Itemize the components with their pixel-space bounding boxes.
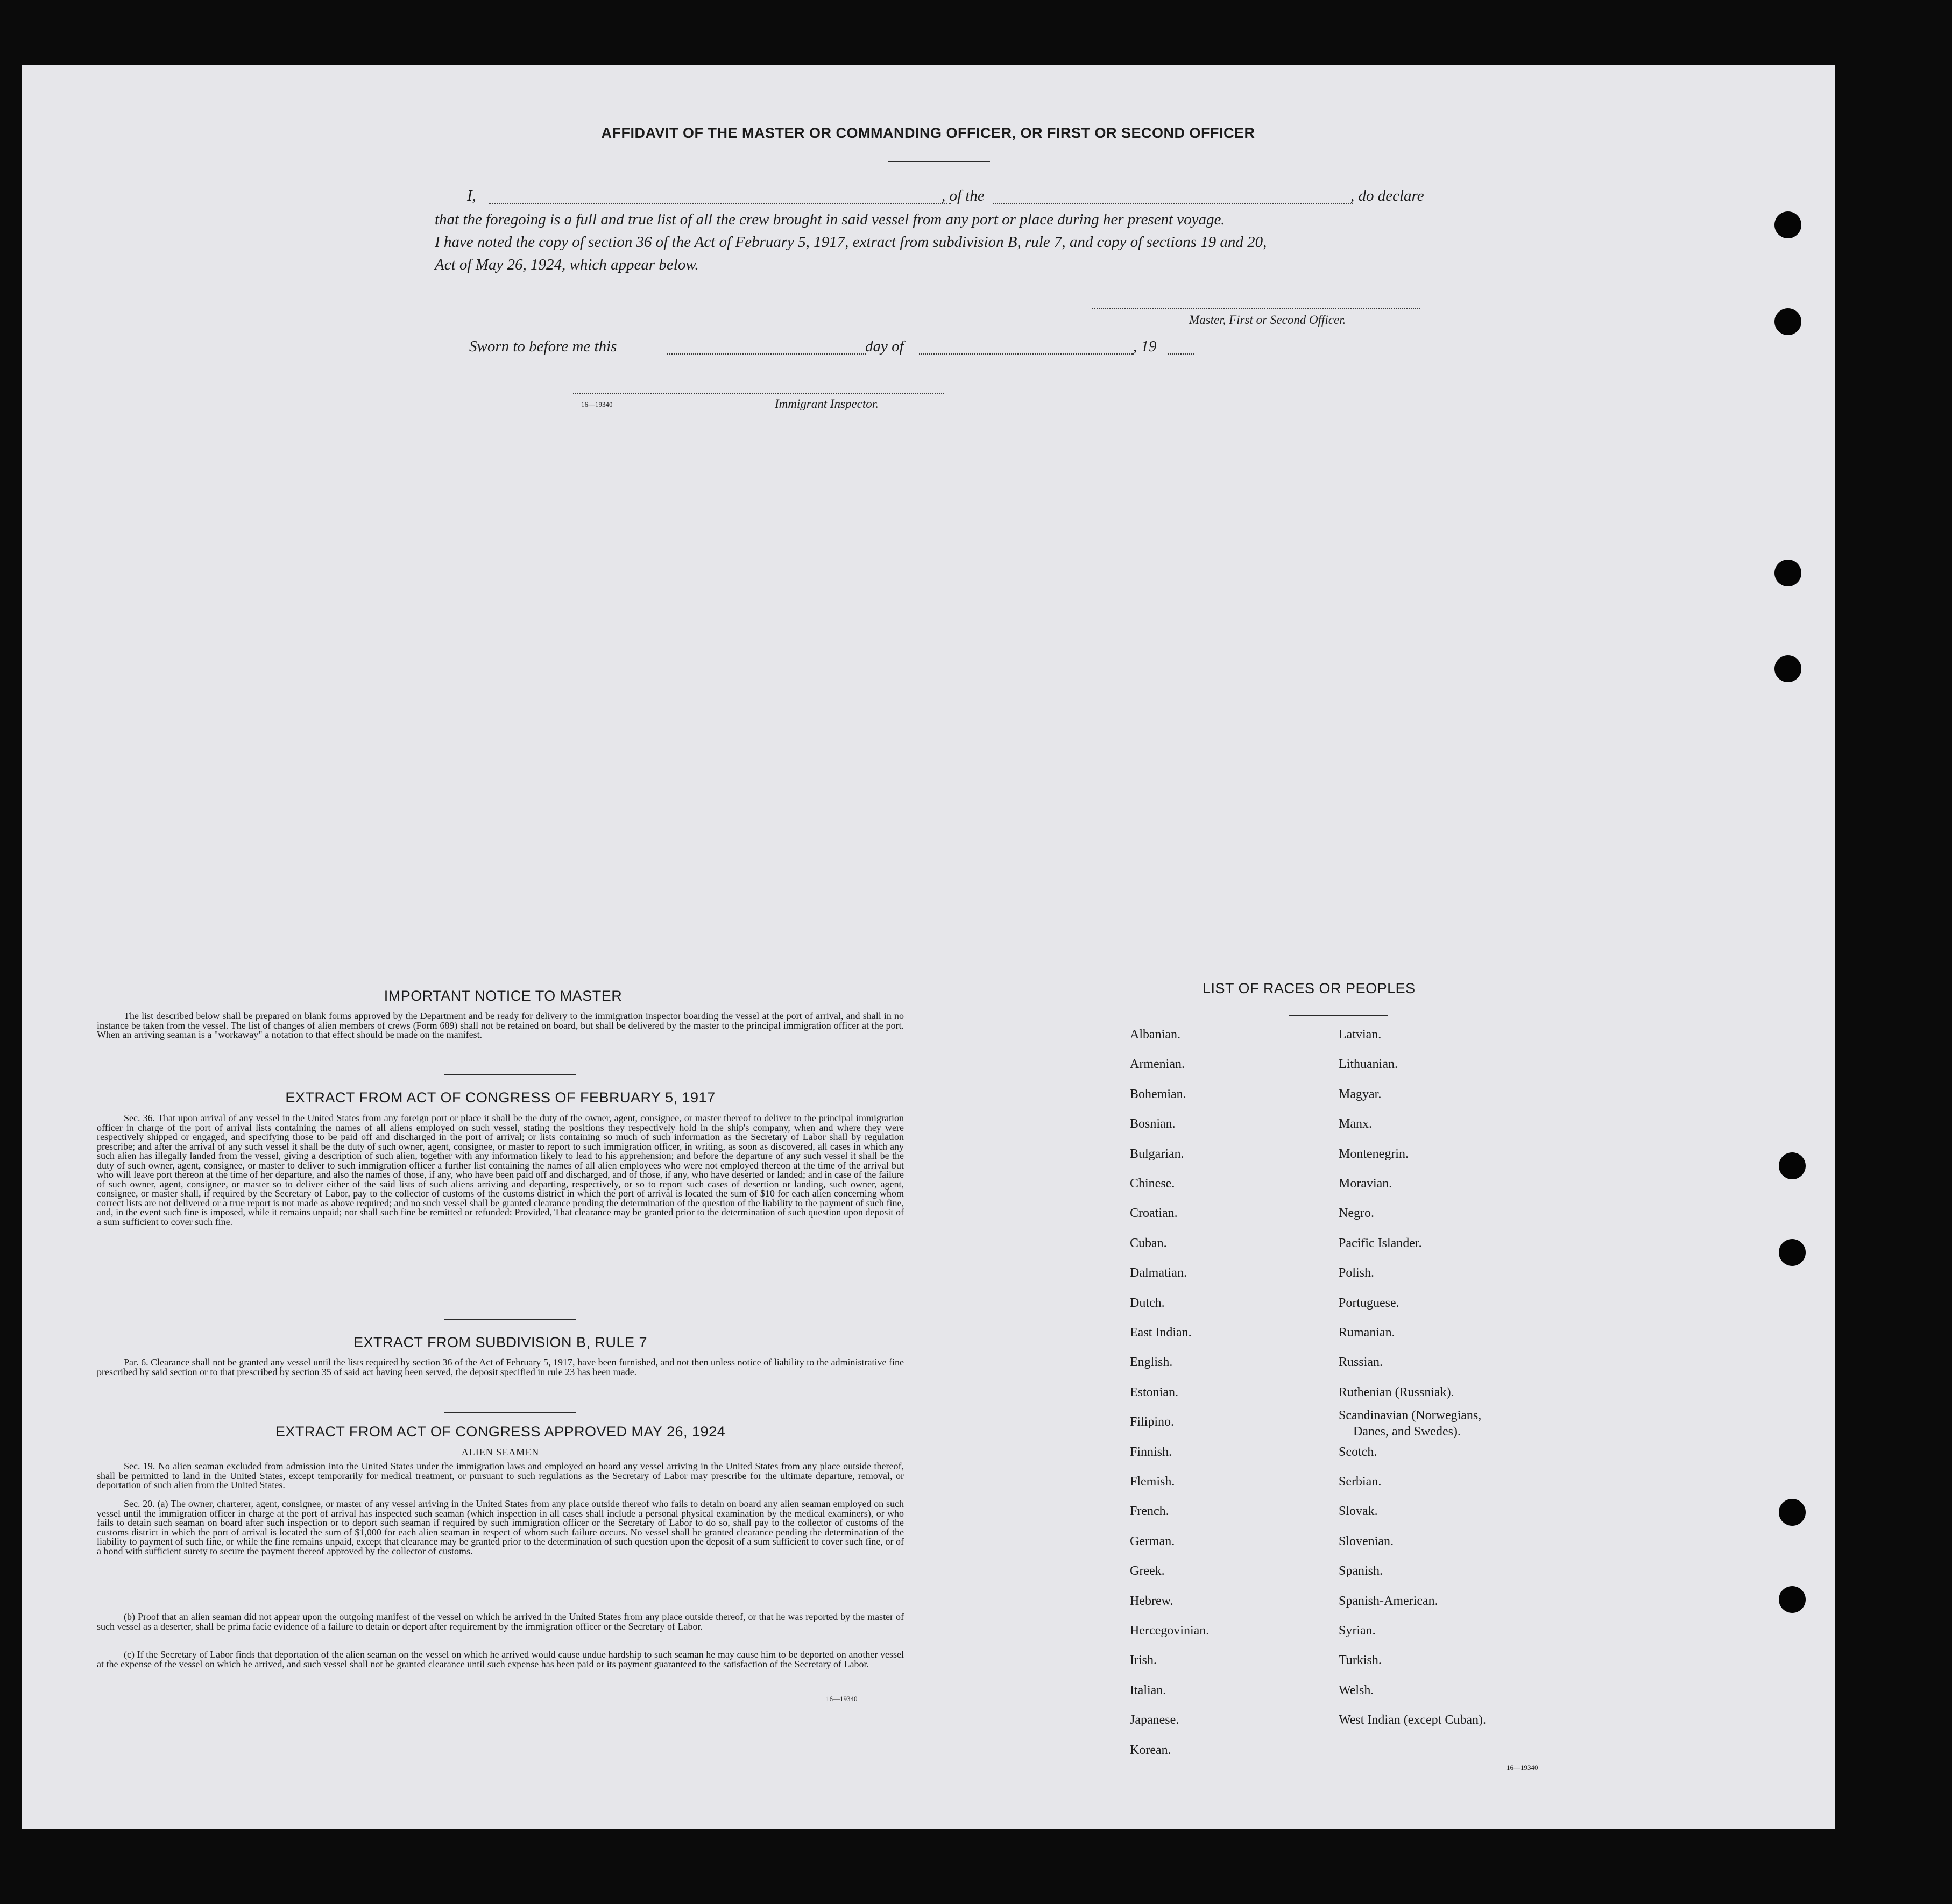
race-item: Estonian. xyxy=(1130,1385,1178,1399)
race-item: Albanian. xyxy=(1130,1028,1180,1042)
race-item: Finnish. xyxy=(1130,1445,1172,1459)
i-label: I, xyxy=(467,187,476,204)
race-item: Slovenian. xyxy=(1339,1534,1394,1548)
race-item: Dalmatian. xyxy=(1130,1266,1187,1280)
race-item: Bohemian. xyxy=(1130,1087,1186,1101)
statement-line-1: that the foregoing is a full and true list of all the crew brought in said vessel from any port or place during her present voyage. xyxy=(435,211,1225,228)
affidavit-title: AFFIDAVIT OF THE MASTER OR COMMANDING OFFICER, OR FIRST OR SECOND OFFICER xyxy=(601,125,1255,141)
master-signature-label: Master, First or Second Officer. xyxy=(1189,313,1346,327)
races-title: LIST OF RACES OR PEOPLES xyxy=(1203,980,1416,996)
race-item: Cuban. xyxy=(1130,1236,1167,1250)
day-of-label: day of xyxy=(865,338,904,355)
race-item: Turkish. xyxy=(1339,1653,1382,1667)
year-label: , 19 xyxy=(1133,338,1157,355)
race-item: Hebrew. xyxy=(1130,1594,1173,1608)
sec20a-text: Sec. 20. (a) The owner, charterer, agent, consignee, or master of any vessel arriving in the United States from any place outside thereof who fails to detain on board any alien seaman employed on such vessel until the immigration officer in charge at the port of arrival has inspected such seaman (which inspection in all cases shall include a personal physical examination by the medical examiners), or who fails to detain such seaman on board after such inspection or to deport such seaman if required by such immigration officer or the Secretary of Labor to do so, shall pay to the collector of customs of the customs district in which the port of arrival is located the sum of $1,000 for each alien seaman in respect of whom such failure occurs. No vessel shall be granted clearance pending the determination of the liability to payment of such fine, or while the fine remains unpaid, except that clearance may be granted prior to the determination of such question upon the deposit of a sum sufficient to cover such fine, or of a bond with sufficient surety to secure the payment thereof approved by the collector of customs. xyxy=(97,1498,904,1556)
race-item: Irish. xyxy=(1130,1653,1157,1667)
binder-hole xyxy=(1779,1499,1806,1526)
race-item: Scotch. xyxy=(1339,1445,1377,1459)
sworn-day-field[interactable] xyxy=(667,353,866,355)
extract-1917-rule xyxy=(444,1319,576,1320)
race-item: Bulgarian. xyxy=(1130,1147,1184,1161)
race-item: Welsh. xyxy=(1339,1683,1374,1697)
race-item: Chinese. xyxy=(1130,1177,1175,1191)
race-item: Montenegrin. xyxy=(1339,1147,1409,1161)
race-item: Serbian. xyxy=(1339,1475,1382,1489)
of-the-label: , of the xyxy=(942,187,985,204)
affidavit-form-number: 16—19340 xyxy=(581,400,613,408)
race-item: Latvian. xyxy=(1339,1028,1382,1042)
race-item: Japanese. xyxy=(1130,1713,1179,1727)
do-declare-label: , do declare xyxy=(1350,187,1424,204)
master-signature-field[interactable] xyxy=(1092,308,1420,309)
extract-1924-title: EXTRACT FROM ACT OF CONGRESS APPROVED MAY 26, 1924 xyxy=(275,1424,726,1440)
race-item: Portuguese. xyxy=(1339,1296,1399,1310)
race-item: Pacific Islander. xyxy=(1339,1236,1422,1250)
extract-1917-title: EXTRACT FROM ACT OF CONGRESS OF FEBRUARY 5, 1917 xyxy=(285,1089,716,1106)
race-item: Hercegovinian. xyxy=(1130,1624,1210,1638)
race-item: Manx. xyxy=(1339,1117,1372,1131)
race-item: Russian. xyxy=(1339,1355,1383,1369)
statement-line-2: I have noted the copy of section 36 of the Act of February 5, 1917, extract from subdivision B, rule 7, and copy of sections 19 and 20, xyxy=(435,233,1267,251)
race-item: Spanish. xyxy=(1339,1564,1383,1578)
race-item: Slovak. xyxy=(1339,1504,1378,1518)
race-item: Flemish. xyxy=(1130,1475,1175,1489)
alien-seamen-subtitle: ALIEN SEAMEN xyxy=(461,1447,540,1457)
race-item: Danes, and Swedes). xyxy=(1353,1425,1461,1439)
race-item: English. xyxy=(1130,1355,1173,1369)
sworn-year-field[interactable] xyxy=(1168,353,1194,355)
race-item: West Indian (except Cuban). xyxy=(1339,1713,1486,1727)
binder-hole xyxy=(1779,1152,1806,1179)
binder-hole xyxy=(1774,308,1801,335)
race-item: French. xyxy=(1130,1504,1169,1518)
binder-hole xyxy=(1774,211,1801,238)
notice-rule xyxy=(444,1074,576,1075)
statement-line-3: Act of May 26, 1924, which appear below. xyxy=(435,256,699,273)
rule7-title: EXTRACT FROM SUBDIVISION B, RULE 7 xyxy=(353,1334,648,1350)
race-item: East Indian. xyxy=(1130,1326,1192,1340)
extract-form-number: 16—19340 xyxy=(826,1695,858,1703)
race-item: Dutch. xyxy=(1130,1296,1165,1310)
race-item: German. xyxy=(1130,1534,1175,1548)
sec19-text: Sec. 19. No alien seaman excluded from admission into the United States under the immigration laws and employed on board any vessel arriving in the United States from any place outside thereof, shall be permitted to land in the United States, except temporarily for medical treatment, or pursuant to such regulations as the Secretary of Labor may prescribe for the ultimate departure, removal, or deportation of such alien from the United States. xyxy=(97,1461,904,1490)
race-item: Greek. xyxy=(1130,1564,1165,1578)
race-item: Armenian. xyxy=(1130,1057,1185,1071)
vessel-field[interactable] xyxy=(993,203,1353,204)
sec20c-text: (c) If the Secretary of Labor finds that deportation of the alien seaman on the vessel on which he arrived would cause undue hardship to such seaman he may cause him to be deported on another vessel at the expense of the vessel on which he arrived, and such vessel shall not be granted clearance until such expense has been paid or its payment guaranteed to the satisfaction of the Secretary of Labor. xyxy=(97,1649,904,1669)
race-item: Filipino. xyxy=(1130,1415,1175,1429)
race-item: Scandinavian (Norwegians, xyxy=(1339,1408,1482,1422)
race-item: Korean. xyxy=(1130,1743,1171,1757)
notice-title: IMPORTANT NOTICE TO MASTER xyxy=(384,988,623,1004)
sworn-month-field[interactable] xyxy=(919,353,1134,355)
race-item: Bosnian. xyxy=(1130,1117,1176,1131)
name-field[interactable] xyxy=(489,203,951,204)
race-item: Croatian. xyxy=(1130,1206,1178,1220)
race-item: Negro. xyxy=(1339,1206,1374,1220)
inspector-signature-field[interactable] xyxy=(573,393,944,394)
binder-hole xyxy=(1774,655,1801,682)
races-rule xyxy=(1289,1015,1388,1016)
rule7-text: Par. 6. Clearance shall not be granted any vessel until the lists required by section 36 of the Act of February 5, 1917, have been furnished, and not then unless notice of liability to the administrative fine prescribed by said section or to that prescribed by section 35 of said act having been served, the deposit specified in rule 23 has been made. xyxy=(97,1357,904,1377)
extract-1917-text: Sec. 36. That upon arrival of any vessel in the United States from any foreign port or place it shall be the duty of the owner, agent, consignee, or master thereof to deliver to the principal immigration officer in charge of the port of arrival lists containing the names of all aliens employed on such vessel, stating the positions they respectively hold in the ship's company, when and where they were respectively shipped or engaged, and specifying those to be paid off and discharged in the port of arrival; or lists containing so much of such information as the Secretary of Labor shall by regulation prescribe; and after the arrival of any such vessel it shall be the duty of such owner, agent, consignee, or master to report to such immigration officer, in writing, as soon as discovered, all cases in which any such alien has illegally landed from the vessel, giving a description of such alien, together with any information likely to lead to his apprehension; and before the departure of any such vessel it shall be the duty of such owner, agent, consignee, or master to deliver to such immigration officer a further list containing the names of all alien employees who were not employed thereon at the time of the arrival but who will leave port thereon at the time of her departure, and also the names of those, if any, who have been paid off and discharged, and of those, if any, who have deserted or landed; and in case of the failure of such owner, agent, consignee, or master so to deliver either of the said lists of such aliens arriving and departing, respectively, or so to report such cases of desertion or landing, such owner, agent, consignee, or master shall, if required by the Secretary of Labor, pay to the collector of customs of the customs district in which the port of arrival is located the sum of $10 for each alien concerning whom correct lists are not delivered or a true report is not made as above required; and no such vessel shall be granted clearance pending the determination of the question of the liability to the payment of such fine, and, in the event such fine is imposed, while it remains unpaid; nor shall such fine be remitted or refunded: Provided, That clearance may be granted prior to the determination of such question upon deposit of a sum sufficient to cover such fine. xyxy=(97,1113,904,1227)
race-item: Syrian. xyxy=(1339,1624,1376,1638)
race-item: Rumanian. xyxy=(1339,1326,1395,1340)
binder-hole xyxy=(1779,1586,1806,1613)
races-form-number: 16—19340 xyxy=(1507,1764,1538,1772)
sworn-label: Sworn to before me this xyxy=(469,338,617,355)
race-item: Lithuanian. xyxy=(1339,1057,1398,1071)
race-item: Magyar. xyxy=(1339,1087,1382,1101)
binder-hole xyxy=(1774,560,1801,586)
sec20b-text: (b) Proof that an alien seaman did not appear upon the outgoing manifest of the vessel on which he arrived in the United States from any place outside thereof, or that he was reported by the master of such vessel as a deserter, shall be prima facie evidence of a failure to detain or deport after requirement by the immigration officer or the Secretary of Labor. xyxy=(97,1611,904,1632)
notice-text: The list described below shall be prepared on blank forms approved by the Department and be ready for delivery to the immigration inspector boarding the vessel at the port of arrival, and shall in no instance be taken from the vessel. The list of changes of alien members of crews (Form 689) shall not be retained on board, but shall be delivered by the master to the principal immigration officer at the port. When an arriving seaman is a "workaway" a notation to that effect should be made on the manifest. xyxy=(97,1010,904,1040)
race-item: Spanish-American. xyxy=(1339,1594,1438,1608)
race-item: Ruthenian (Russniak). xyxy=(1339,1385,1454,1399)
binder-hole xyxy=(1779,1239,1806,1266)
rule7-rule xyxy=(444,1412,576,1413)
inspector-label: Immigrant Inspector. xyxy=(775,397,879,410)
form-sheet xyxy=(22,65,1835,1829)
title-rule xyxy=(888,161,990,162)
race-item: Moravian. xyxy=(1339,1177,1392,1191)
race-item: Italian. xyxy=(1130,1683,1166,1697)
race-item: Polish. xyxy=(1339,1266,1375,1280)
